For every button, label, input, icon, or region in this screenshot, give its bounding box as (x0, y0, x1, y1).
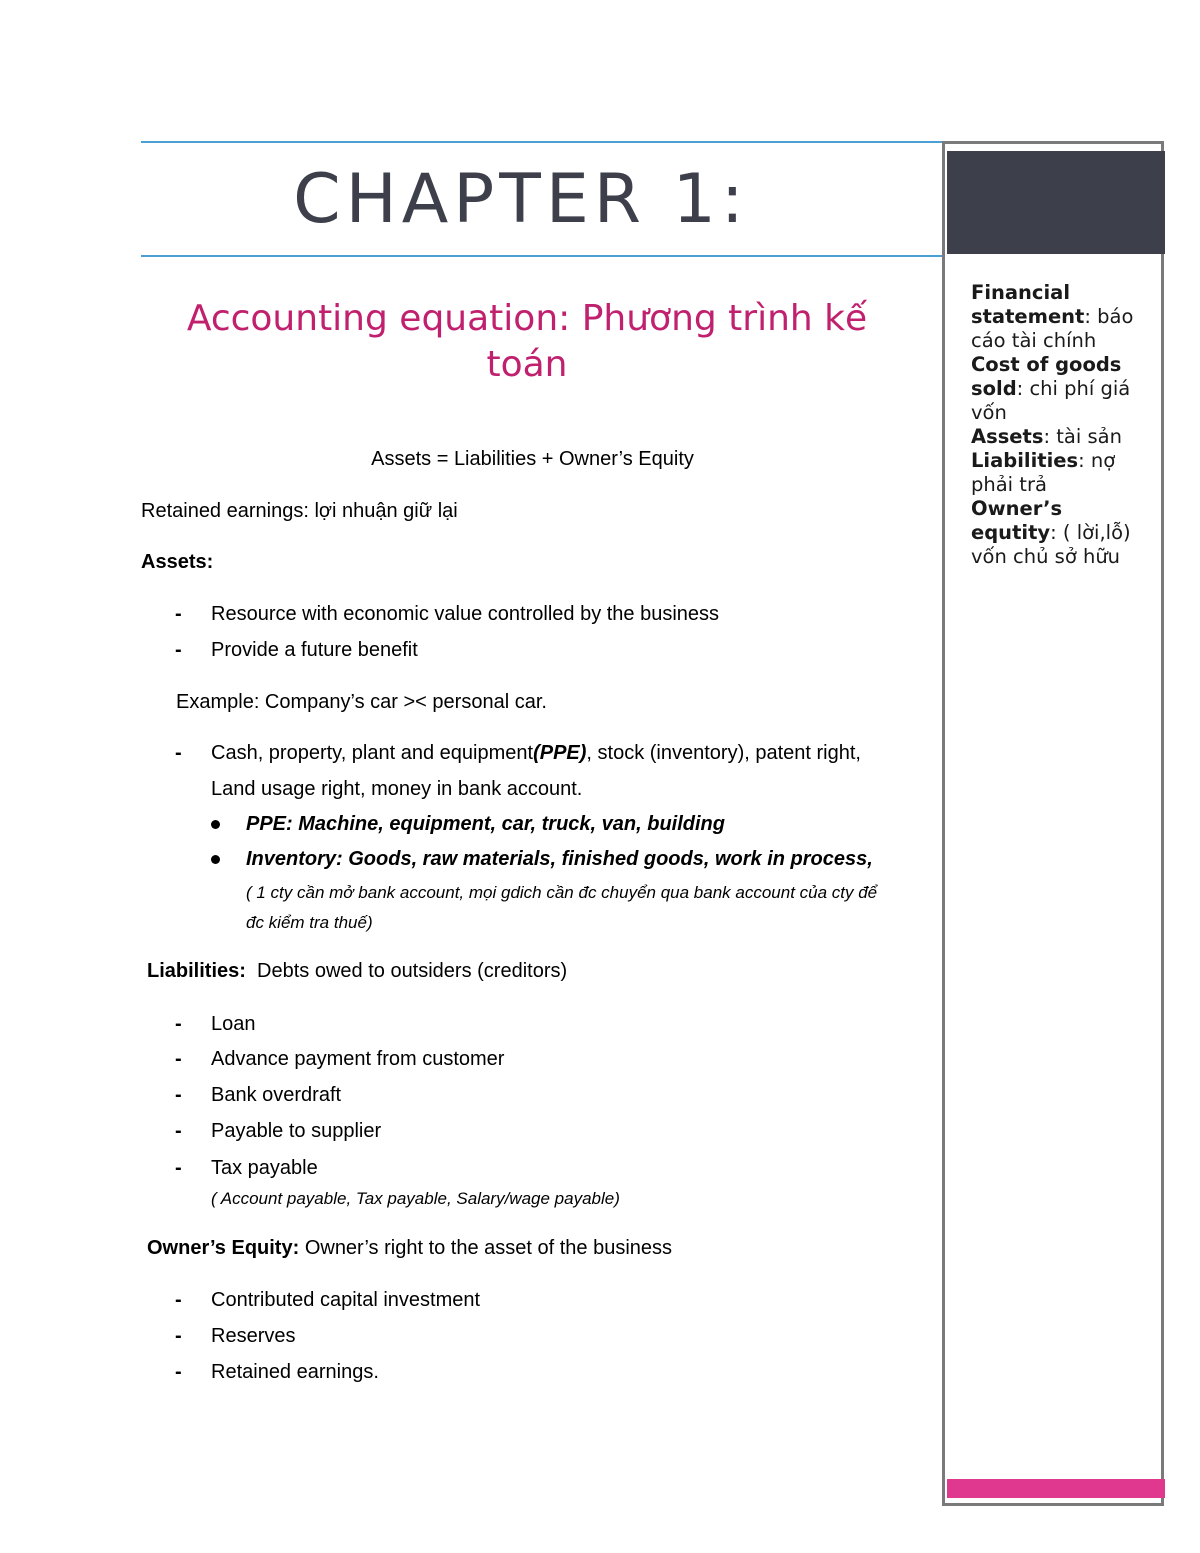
assets-note-line1: ( 1 cty cần mở bank account, mọi gdich cần đc chuyển qua bank account của cty để (246, 883, 878, 902)
glossary-meaning: nợ phải trả (971, 449, 1116, 496)
dash-bullet: - (175, 1084, 182, 1106)
sidebar-footer-bar (947, 1479, 1165, 1498)
glossary-meaning: ( lời,lỗ) vốn chủ sở hữu (971, 521, 1131, 568)
list-item: Reserves (211, 1325, 296, 1347)
dash-bullet: - (175, 603, 182, 625)
glossary-term: Assets (971, 425, 1044, 448)
list-item: Loan (211, 1013, 256, 1035)
glossary-meaning: báo cáo tài chính (971, 305, 1134, 352)
assets-note-line2: đc kiểm tra thuế) (246, 913, 373, 932)
dash-bullet: - (175, 742, 182, 764)
liabilities-definition: Debts owed to outsiders (creditors) (257, 960, 568, 982)
list-item: Tax payable (211, 1157, 318, 1179)
section-title-line1: Accounting equation: Phương trình kế (186, 298, 868, 339)
glossary-sep: : (1016, 377, 1030, 400)
liabilities-line (147, 958, 567, 984)
top-rule (141, 141, 943, 143)
dash-bullet: - (175, 1120, 182, 1142)
equity-heading: Owner’s Equity: (147, 1237, 300, 1259)
dash-bullet: - (175, 639, 182, 661)
dot-bullet (211, 820, 220, 829)
glossary-term: Cost of goods sold (971, 353, 1122, 400)
dot-bullet (211, 855, 220, 864)
list-item: Contributed capital investment (211, 1289, 481, 1311)
glossary-entry (971, 425, 1146, 449)
list-item: Advance payment from customer (211, 1048, 505, 1070)
accounting-equation: Assets = Liabilities + Owner’s Equity (371, 448, 694, 470)
assets-heading: Assets: (141, 551, 214, 573)
sidebar-header-block (947, 151, 1165, 254)
list-item: Resource with economic value controlled by the business (211, 603, 720, 625)
sidebar-glossary (971, 281, 1146, 569)
glossary-meaning: tài sản (1056, 425, 1122, 448)
equity-line (147, 1235, 672, 1261)
dash-bullet: - (175, 1325, 182, 1347)
dash-bullet: - (175, 1013, 182, 1035)
text-run: Cash, property, plant and equipment (211, 742, 534, 764)
list-item: Provide a future benefit (211, 639, 418, 661)
chapter-title: CHAPTER 1: (293, 160, 749, 239)
glossary-term: Financial statement (971, 281, 1085, 328)
text-run: , stock (inventory), patent right, (586, 742, 861, 764)
glossary-sep: : (1050, 521, 1063, 544)
assets-cash-line1 (211, 740, 861, 766)
liabilities-note: ( Account payable, Tax payable, Salary/wage payable) (211, 1189, 620, 1208)
section-title (141, 296, 913, 388)
glossary-entry (971, 497, 1146, 569)
title-rule (141, 255, 943, 257)
list-item: Retained earnings. (211, 1361, 379, 1383)
list-item: Bank overdraft (211, 1084, 342, 1106)
inventory-item: Inventory: Goods, raw materials, finished goods, work in process, (246, 848, 873, 870)
dash-bullet: - (175, 1048, 182, 1070)
glossary-term: Liabilities (971, 449, 1079, 472)
equity-definition: Owner’s right to the asset of the business (304, 1237, 673, 1259)
retained-earnings-line: Retained earnings: lợi nhuận giữ lại (141, 500, 458, 522)
assets-cash-line2: Land usage right, money in bank account. (211, 778, 583, 800)
assets-example: Example: Company’s car >< personal car. (176, 691, 547, 713)
dash-bullet: - (175, 1361, 182, 1383)
ppe-item: PPE: Machine, equipment, car, truck, van, building (246, 813, 725, 835)
liabilities-heading: Liabilities: (147, 960, 246, 982)
list-item: Payable to supplier (211, 1120, 382, 1142)
section-title-line2: toán (486, 344, 568, 385)
dash-bullet: - (175, 1157, 182, 1179)
glossary-sep: : (1078, 449, 1091, 472)
glossary-entry (971, 449, 1146, 497)
glossary-entry (971, 353, 1146, 425)
ppe-abbrev: (PPE) (533, 742, 587, 764)
glossary-sep: : (1043, 425, 1057, 448)
glossary-sep: : (1084, 305, 1098, 328)
dash-bullet: - (175, 1289, 182, 1311)
glossary-meaning: chi phí giá vốn (971, 377, 1131, 424)
glossary-entry (971, 281, 1146, 353)
glossary-term: Owner’s equtity (971, 497, 1063, 544)
